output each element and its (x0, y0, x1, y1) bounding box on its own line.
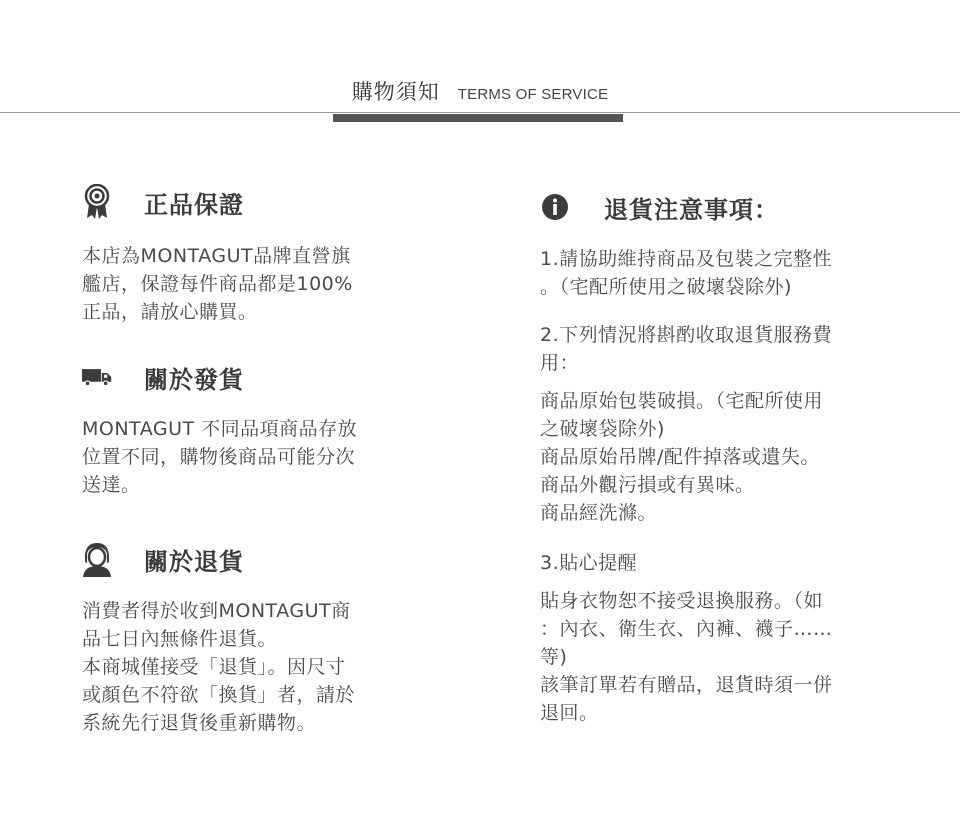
text-line: 該筆訂單若有贈品，退貨時須一併 (540, 674, 833, 696)
header-divider (0, 112, 960, 113)
text-line: 2.下列情況將斟酌收取退貨服務費 (540, 324, 833, 346)
text-line: 商品原始吊牌/配件掉落或遺失。 (540, 446, 820, 468)
authentic-title: 正品保證 (144, 190, 244, 219)
shipping-title: 關於發貨 (144, 365, 244, 394)
header-accent-bar (333, 114, 623, 122)
notice-item-2-heading (540, 321, 833, 377)
text-line: 用： (540, 352, 580, 374)
text-line: 正品，請放心購買。 (82, 301, 258, 323)
text-line: 貼身衣物恕不接受退換服務。（如 (540, 590, 824, 612)
text-line: 商品經洗滌。 (540, 502, 658, 524)
text-line: 商品外觀污損或有異味。 (540, 474, 755, 496)
header-title-en: TERMS OF SERVICE (457, 86, 609, 103)
authentic-header (82, 184, 353, 220)
award-ribbon-icon (82, 187, 112, 217)
return-notice-header (540, 189, 833, 225)
authentic-section (82, 184, 353, 326)
text-line: 等) (540, 646, 568, 668)
text-line: 本店為MONTAGUT品牌直營旗 (82, 245, 351, 267)
text-line: 系統先行退貨後重新購物。 (82, 712, 317, 734)
header-title-zh: 購物須知 (351, 80, 440, 104)
text-line: 3.貼心提醒 (540, 552, 638, 574)
notice-item-1 (540, 245, 833, 301)
text-line: 之破壞袋除外) (540, 418, 665, 440)
text-line: 本商城僅接受「退貨」。因尺寸 (82, 656, 346, 678)
text-line: 位置不同，購物後商品可能分次 (82, 446, 356, 468)
notice-item-3-heading (540, 549, 833, 577)
shipping-section (82, 359, 357, 499)
shipping-text (82, 415, 357, 499)
returns-header (82, 541, 355, 577)
shipping-header (82, 359, 357, 395)
text-line: ：內衣、衛生衣、內褲、襪子…… (540, 618, 833, 640)
info-circle-icon (540, 192, 570, 222)
text-line: 1.請協助維持商品及包裝之完整性 (540, 248, 833, 270)
return-notice-section (540, 189, 833, 727)
text-line: 。（宅配所使用之破壞袋除外) (540, 276, 792, 298)
notice-item-2-list (540, 387, 833, 527)
text-line: 退回。 (540, 702, 599, 724)
text-line: 送達。 (82, 474, 141, 496)
text-line: 消費者得於收到MONTAGUT商 (82, 600, 351, 622)
customer-service-icon (82, 544, 112, 574)
text-line: 商品原始包裝破損。（宅配所使用 (540, 390, 824, 412)
notice-item-3-list (540, 587, 833, 727)
returns-title: 關於退貨 (144, 547, 244, 576)
text-line: 品七日內無條件退貨。 (82, 628, 278, 650)
text-line: MONTAGUT 不同品項商品存放 (82, 418, 358, 440)
text-line: 或顏色不符欲「換貨」者，請於 (82, 684, 356, 706)
returns-text (82, 597, 355, 737)
return-notice-title: 退貨注意事項： (604, 195, 779, 224)
returns-section (82, 541, 355, 737)
page-header (0, 76, 960, 106)
authentic-text (82, 242, 353, 326)
text-line: 艦店，保證每件商品都是100% (82, 273, 353, 295)
delivery-truck-icon (82, 362, 112, 392)
